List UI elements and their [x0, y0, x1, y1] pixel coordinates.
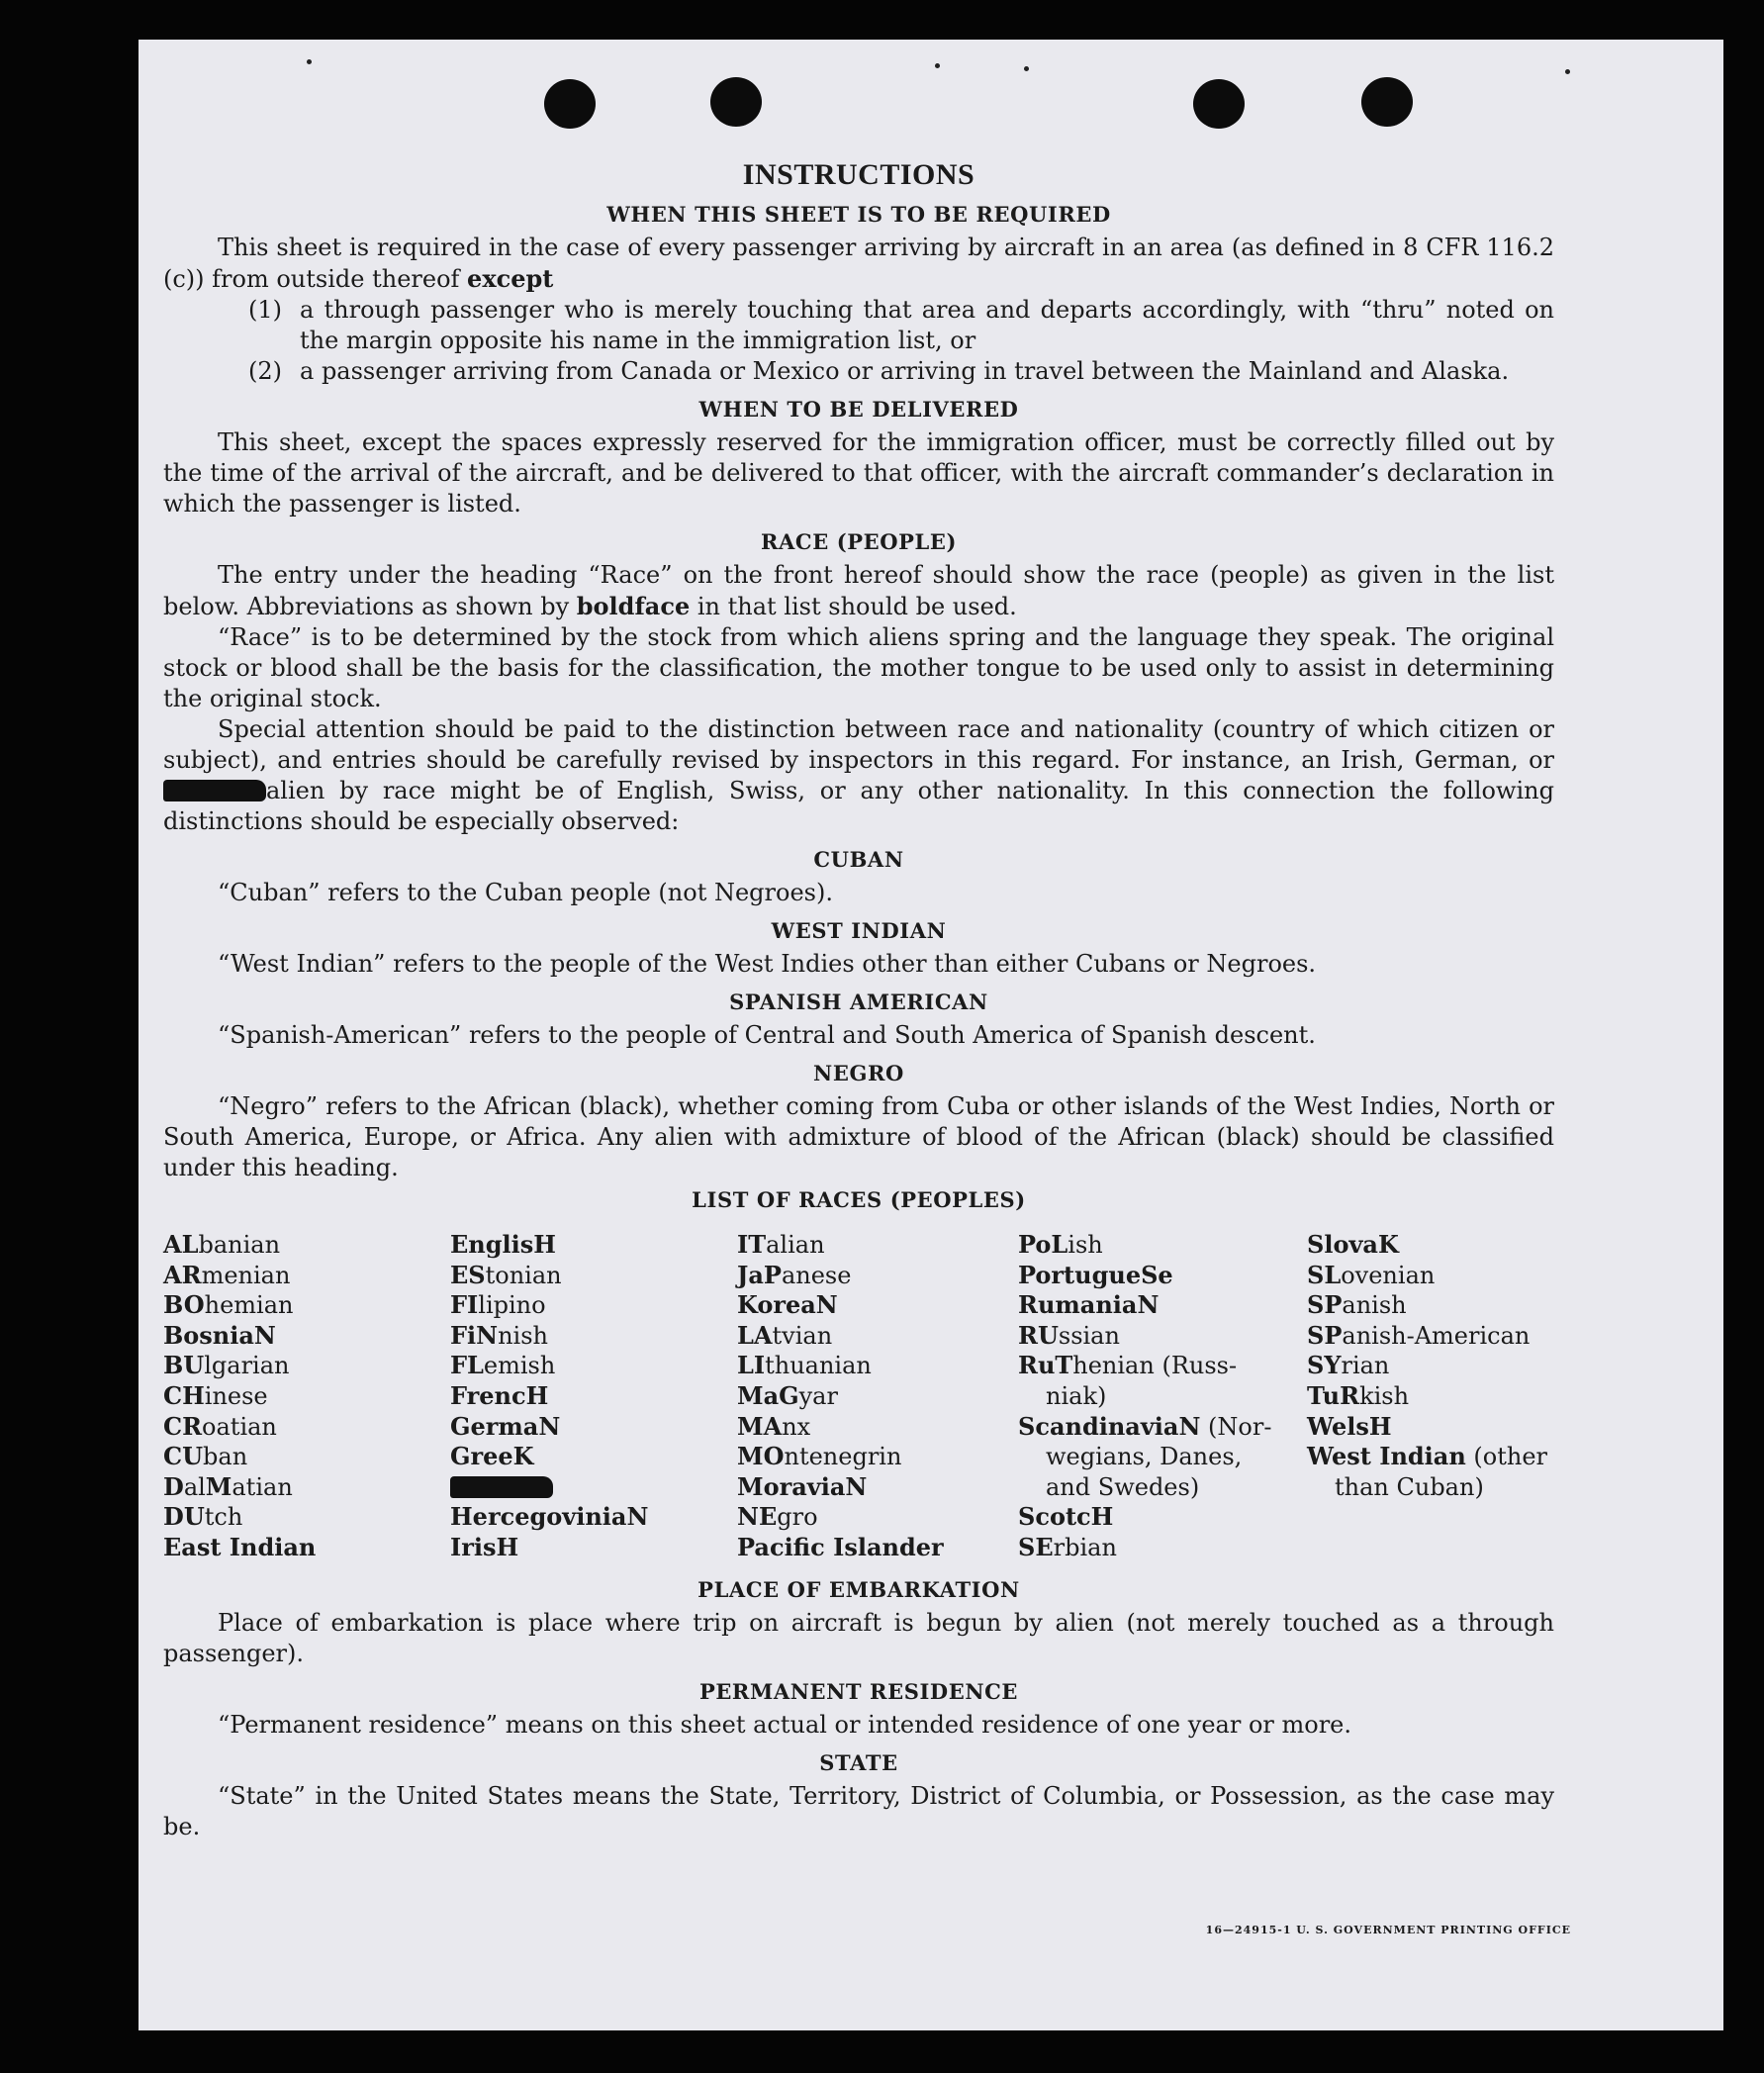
race-entry: PoLish [1018, 1230, 1103, 1259]
race-entry: GreeK [450, 1442, 534, 1471]
section-heading-spanish-american: SPANISH AMERICAN [729, 989, 988, 1014]
paragraph: Place of embarkation is place where trip on aircraft is begun by alien (not merely touched as a through passenger). [163, 1608, 1554, 1667]
race-entry: PortugueSe [1018, 1260, 1173, 1289]
race-entry: RumaniaN [1018, 1290, 1160, 1320]
redaction-mark [163, 780, 266, 801]
race-entry: niak) [1046, 1381, 1107, 1410]
race-entry: BUlgarian [163, 1351, 290, 1380]
race-entry: GermaN [450, 1411, 561, 1441]
redaction-mark [450, 1476, 553, 1498]
race-entry: CHinese [163, 1380, 268, 1410]
paragraph: “Cuban” refers to the Cuban people (not Negroes). [218, 879, 833, 906]
paragraph: Special attention should be paid to the distinction between race and nationality (country of which citizen or subject), and entries should be carefully revised by inspectors in this regard. For instance, an Irish, German, or alien by race might be of English, Swiss, or any other nationality. In this connection the following distinctions should be especially observed: [163, 715, 1554, 835]
paragraph: The entry under the heading “Race” on the front hereof should show the race (people) as given in the list below. Abbreviations as shown by boldface in that list should be used. [163, 561, 1554, 620]
race-entry: Pacific Islander [737, 1532, 944, 1561]
race-entry: TuRkish [1307, 1380, 1410, 1410]
race-entry: West Indian (other [1307, 1442, 1548, 1471]
paragraph: “West Indian” refers to the people of the West Indies other than either Cubans or Negroes. [218, 950, 1317, 978]
race-entry: SPanish [1307, 1290, 1407, 1320]
race-entry: WelsH [1307, 1411, 1392, 1441]
race-column [450, 1230, 737, 1563]
race-entry: EnglisH [450, 1230, 556, 1259]
race-entry: and Swedes) [1046, 1472, 1200, 1501]
race-entry: ScandinaviaN (Nor- [1018, 1411, 1272, 1441]
race-entry: SlovaK [1307, 1230, 1399, 1259]
race-column [1307, 1230, 1554, 1563]
section-heading-race: RACE (PEOPLE) [760, 529, 958, 554]
punch-hole [710, 77, 762, 127]
paragraph: “Negro” refers to the African (black), whether coming from Cuba or other islands of the West Indies, North or South America, Europe, or Africa. Any alien with admixture of blood of the African (black) should be classified under this heading. [163, 1092, 1554, 1181]
race-entry: ITalian [737, 1230, 825, 1259]
section-heading-residence: PERMANENT RESIDENCE [698, 1678, 1019, 1704]
race-entry: RUssian [1018, 1320, 1120, 1350]
printing-office-code: 16—24915-1 U. S. GOVERNMENT PRINTING OFFICE [1205, 1924, 1571, 1936]
race-entry: FLemish [450, 1351, 556, 1380]
paragraph: “State” in the United States means the State, Territory, District of Columbia, or Possession, as the case may be. [163, 1781, 1554, 1840]
race-entry: IrisH [450, 1532, 519, 1561]
race-entry: RuThenian (Russ- [1018, 1351, 1238, 1380]
race-entry: DalMatian [163, 1471, 293, 1501]
race-entry: MaGyar [737, 1380, 838, 1410]
speck [1024, 66, 1029, 71]
race-entry: wegians, Danes, [1046, 1443, 1243, 1471]
race-entry: than Cuban) [1335, 1472, 1484, 1501]
section-heading-required: WHEN THIS SHEET IS TO BE REQUIRED [606, 202, 1111, 227]
section-heading-west-indian: WEST INDIAN [771, 918, 947, 943]
race-entry: LIthuanian [737, 1351, 872, 1380]
race-entry: JaPanese [737, 1260, 852, 1289]
race-entry: BosniaN [163, 1320, 276, 1350]
race-column [1018, 1230, 1307, 1563]
section-heading-negro: NEGRO [813, 1061, 904, 1085]
list-item: (1) a through passenger who is merely touching that area and departs accordingly, with “thru” noted on the margin opposite his name in the immigration list, or [248, 296, 1554, 354]
race-entry: FrencH [450, 1380, 549, 1410]
section-heading-cuban: CUBAN [813, 847, 904, 872]
race-entry: FIlipino [450, 1290, 546, 1320]
race-entry: LAtvian [737, 1320, 833, 1350]
punch-hole [1361, 77, 1413, 127]
speck [935, 63, 940, 68]
paragraph: “Spanish-American” refers to the people of Central and South America of Spanish descent. [218, 1021, 1316, 1049]
race-entry: MOntenegrin [737, 1442, 902, 1471]
speck [307, 59, 312, 64]
race-entry: SErbian [1018, 1532, 1117, 1561]
page-title: INSTRUCTIONS [742, 158, 975, 191]
race-entry: FiNnish [450, 1320, 548, 1350]
race-entry: EStonian [450, 1260, 562, 1289]
race-list [163, 1230, 1554, 1563]
race-entry: SYrian [1307, 1351, 1390, 1380]
paragraph: “Race” is to be determined by the stock from which aliens spring and the language they speak. The original stock or blood shall be the basis for the classification, the mother tongue to be used only to assist in determining the original stock. [163, 623, 1554, 712]
race-entry: SLovenian [1307, 1260, 1436, 1289]
punch-hole [544, 79, 596, 129]
race-entry: East Indian [163, 1532, 317, 1561]
section-heading-state: STATE [819, 1749, 898, 1775]
race-column [163, 1230, 450, 1563]
section-heading-delivered: WHEN TO BE DELIVERED [698, 397, 1019, 422]
race-entry: ARmenian [163, 1260, 291, 1289]
race-column [737, 1230, 1018, 1563]
race-entry: HercegoviniaN [450, 1502, 649, 1532]
paragraph: “Permanent residence” means on this sheet actual or intended residence of one year or more. [218, 1710, 1351, 1739]
race-entry: KoreaN [737, 1290, 838, 1320]
section-heading-embarkation: PLACE OF EMBARKATION [697, 1576, 1020, 1602]
race-entry: MoraviaN [737, 1471, 868, 1501]
list-item: (2) a passenger arriving from Canada or Mexico or arriving in travel between the Mainland and Alaska. [248, 357, 1510, 385]
race-entry: ScotcH [1018, 1502, 1114, 1532]
race-entry: NEgro [737, 1502, 818, 1532]
race-entry: SPanish-American [1307, 1320, 1531, 1350]
instructions-content [163, 158, 1554, 1842]
speck [1565, 69, 1570, 74]
race-entry: CRoatian [163, 1411, 277, 1441]
race-entry [450, 1472, 737, 1503]
section-heading-races: LIST OF RACES (PEOPLES) [692, 1187, 1026, 1212]
paragraph: This sheet is required in the case of every passenger arriving by aircraft in an area (as defined in 8 CFR 116.2 (c)) from outside thereof except [163, 234, 1554, 293]
race-entry: DUtch [163, 1502, 243, 1532]
race-entry: BOhemian [163, 1290, 294, 1320]
paragraph: This sheet, except the spaces expressly reserved for the immigration officer, must be correctly filled out by the time of the arrival of the aircraft, and be delivered to that officer, with the aircraft commander’s declaration in which the passenger is listed. [163, 428, 1554, 518]
race-entry: ALbanian [163, 1230, 281, 1259]
race-entry: MAnx [737, 1411, 811, 1441]
race-entry: CUban [163, 1442, 248, 1471]
punch-hole [1193, 79, 1245, 129]
